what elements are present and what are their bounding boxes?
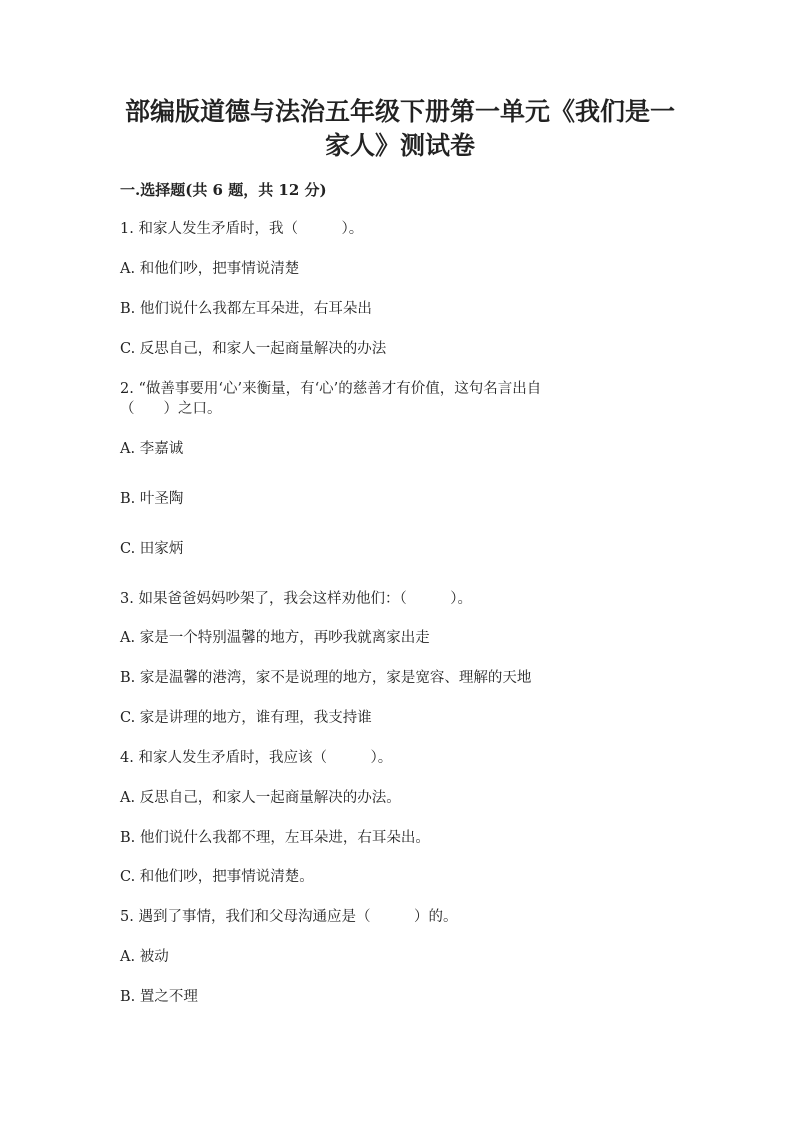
- question-5-option-a: A. 被动: [120, 949, 169, 965]
- question-4-option-a: A. 反思自己，和家人一起商量解决的办法。: [120, 790, 401, 806]
- question-2-option-c: C. 田家炳: [120, 541, 184, 557]
- question-4-stem: 4. 和家人发生矛盾时，我应该（ ）。: [120, 750, 393, 766]
- question-2-option-b: B. 叶圣陶: [120, 491, 184, 507]
- question-2-stem-line-2: （ ）之口。: [120, 401, 222, 417]
- question-3-option-c: C. 家是讲理的地方，谁有理，我支持谁: [120, 710, 372, 726]
- page-title-line-1: 部编版道德与法治五年级下册第一单元《我们是一: [124, 97, 675, 126]
- question-3-stem: 3. 如果爸爸妈妈吵架了，我会这样劝他们：（ ）。: [120, 591, 472, 607]
- question-3-option-a: A. 家是一个特别温馨的地方，再吵我就离家出走: [120, 630, 430, 646]
- question-3-option-b: B. 家是温馨的港湾，家不是说理的地方，家是宽容、理解的天地: [120, 670, 532, 686]
- question-1-option-c: C. 反思自己，和家人一起商量解决的办法: [120, 341, 387, 357]
- question-1-option-a: A. 和他们吵，把事情说清楚: [120, 261, 300, 277]
- question-4-option-c: C. 和他们吵，把事情说清楚。: [120, 869, 314, 885]
- question-2-stem-line-1: 2. “做善事要用‘心’来衡量，有‘心’的慈善才有价值，这句名言出自: [120, 381, 542, 397]
- section-heading: 一.选择题(共 6 题，共 12 分): [120, 181, 327, 199]
- question-4-option-b: B. 他们说什么我都不理，左耳朵进，右耳朵出。: [120, 830, 430, 846]
- page-title-line-2: 家人》测试卷: [324, 131, 475, 160]
- question-5-option-b: B. 置之不理: [120, 989, 198, 1005]
- question-5-stem: 5. 遇到了事情，我们和父母沟通应是（ ）的。: [120, 909, 458, 925]
- question-2-option-a: A. 李嘉诚: [120, 441, 184, 457]
- question-1-stem: 1. 和家人发生矛盾时，我（ ）。: [120, 221, 364, 237]
- question-1-option-b: B. 他们说什么我都左耳朵进，右耳朵出: [120, 301, 372, 317]
